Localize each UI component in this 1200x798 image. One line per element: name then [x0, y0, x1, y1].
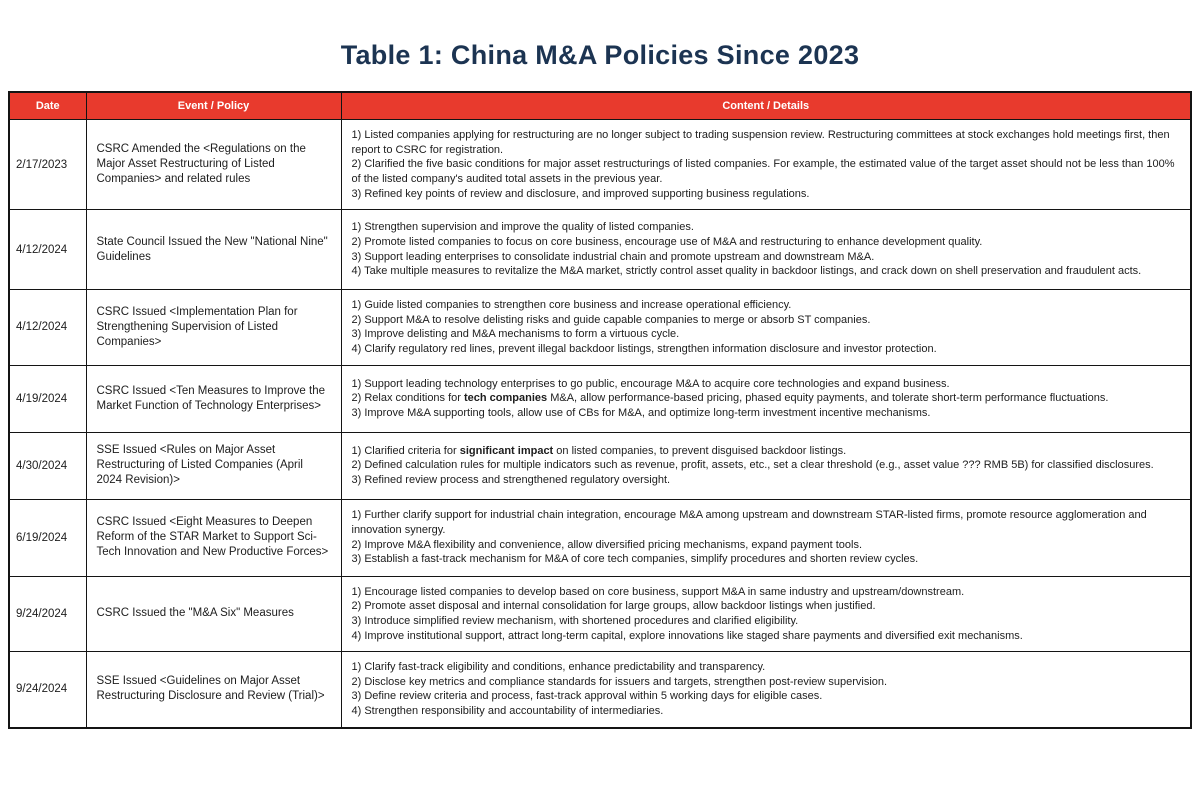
header-event-policy: Event / Policy — [86, 92, 341, 120]
event-policy-cell: CSRC Issued <Ten Measures to Improve the Market Function of Technology Enterprises> — [86, 365, 341, 432]
content-details-cell — [341, 210, 1191, 290]
content-details-cell — [341, 432, 1191, 499]
date-cell: 4/19/2024 — [9, 365, 86, 432]
content-line: 4) Strengthen responsibility and accountability of intermediaries. — [351, 705, 664, 717]
table-row — [9, 365, 1191, 432]
event-policy-cell: CSRC Issued <Eight Measures to Deepen Reform of the STAR Market to Support Sci-Tech Innovation and New Productive Forces> — [86, 499, 341, 576]
table-body — [9, 120, 1191, 728]
date-cell: 4/12/2024 — [9, 290, 86, 366]
content-line: 2) Improve M&A flexibility and convenience, allow diversified pricing mechanisms, expand payment tools. — [351, 538, 863, 551]
content-line: 2) Defined calculation rules for multiple indicators such as revenue, profit, assets, etc., set a clear threshold (e.g., asset value ??? RMB 5B) for classified disclosures. — [351, 459, 1154, 472]
event-policy-cell: CSRC Issued the "M&A Six" Measures — [86, 576, 341, 652]
policy-table — [8, 91, 1192, 729]
date-cell: 9/24/2024 — [9, 652, 86, 728]
table-row — [9, 210, 1191, 290]
content-line: 3) Establish a fast-track mechanism for M&A of core tech companies, simplify procedures and shorten review cycles. — [351, 553, 919, 566]
content-line: 2) Support M&A to resolve delisting risks and guide capable companies to merge or absorb ST companies. — [351, 313, 871, 326]
content-line: 2) Promote listed companies to focus on core business, encourage use of M&A and restructuring to enhance development quality. — [351, 236, 983, 248]
table-row — [9, 499, 1191, 576]
date-cell: 4/12/2024 — [9, 210, 86, 290]
content-line: 4) Clarify regulatory red lines, prevent illegal backdoor listings, strengthen information disclosure and investor protection. — [351, 343, 937, 355]
event-policy-cell: CSRC Issued <Implementation Plan for Strengthening Supervision of Listed Companies> — [86, 290, 341, 366]
content-line: 2) Relax conditions for tech companies M&A, allow performance-based pricing, phased equity payments, and tolerate short-term performance fluctuations. — [351, 392, 1109, 405]
date-cell: 6/19/2024 — [9, 499, 86, 576]
content-details-cell — [341, 365, 1191, 432]
content-details-cell — [341, 120, 1191, 210]
date-cell: 2/17/2023 — [9, 120, 86, 210]
table-row — [9, 290, 1191, 366]
header-date: Date — [9, 92, 86, 120]
content-line: 3) Improve M&A supporting tools, allow use of CBs for M&A, and optimize long-term investment incentive mechanisms. — [351, 406, 931, 419]
date-cell: 9/24/2024 — [9, 576, 86, 652]
content-line: 2) Disclose key metrics and compliance standards for issuers and targets, strengthen post-review supervision. — [351, 675, 888, 688]
content-details-cell — [341, 652, 1191, 728]
content-line: 3) Introduce simplified review mechanism, with shortened procedures and clarified eligibility. — [351, 614, 799, 627]
content-line: 3) Refined review process and strengthened regulatory oversight. — [351, 473, 671, 486]
content-details-cell — [341, 499, 1191, 576]
content-line: 4) Take multiple measures to revitalize the M&A market, strictly control asset quality in backdoor listings, and crack down on shell preservation and fraudulent acts. — [351, 265, 1142, 278]
content-line: 1) Support leading technology enterprises to go public, encourage M&A to acquire core technologies and expand business. — [351, 377, 950, 390]
content-line: 3) Improve delisting and M&A mechanisms to form a virtuous cycle. — [351, 328, 680, 341]
content-line: 1) Clarify fast-track eligibility and conditions, enhance predictability and transparency. — [351, 661, 766, 674]
content-line: 1) Further clarify support for industrial chain integration, encourage M&A among upstream and downstream STAR-listed firms, promote resource agglomeration and innovation synergy. — [351, 509, 1147, 536]
content-details-cell — [341, 290, 1191, 366]
table-row — [9, 120, 1191, 210]
table-row — [9, 576, 1191, 652]
event-policy-cell: SSE Issued <Guidelines on Major Asset Restructuring Disclosure and Review (Trial)> — [86, 652, 341, 728]
event-policy-cell: State Council Issued the New "National Nine" Guidelines — [86, 210, 341, 290]
content-line: 3) Support leading enterprises to consolidate industrial chain and promote upstream and downstream M&A. — [351, 250, 875, 263]
content-line: 1) Listed companies applying for restructuring are no longer subject to trading suspension review. Restructuring committees at stock exchanges hold meetings first, then report to CSRC for registration. — [351, 129, 1170, 156]
content-line: 2) Clarified the five basic conditions for major asset restructurings of listed companies. For example, the estimated value of the target asset should not be less than 100% of the listed company's audited total assets in the previous year. — [351, 158, 1175, 185]
content-line: 2) Promote asset disposal and internal consolidation for large groups, allow backdoor listings when justified. — [351, 600, 876, 613]
event-policy-cell: SSE Issued <Rules on Major Asset Restructuring of Listed Companies (April 2024 Revision)> — [86, 432, 341, 499]
date-cell: 4/30/2024 — [9, 432, 86, 499]
content-line: 1) Clarified criteria for significant impact on listed companies, to prevent disguised backdoor listings. — [351, 444, 847, 457]
table-row — [9, 432, 1191, 499]
table-row — [9, 652, 1191, 728]
content-line: 4) Improve institutional support, attract long-term capital, explore innovations like staged share payments and diversified exit mechanisms. — [351, 629, 1023, 642]
content-details-cell — [341, 576, 1191, 652]
header-content-details: Content / Details — [341, 92, 1191, 120]
event-policy-cell: CSRC Amended the <Regulations on the Major Asset Restructuring of Listed Companies> and related rules — [86, 120, 341, 210]
content-line: 1) Strengthen supervision and improve the quality of listed companies. — [351, 221, 694, 234]
content-line: 3) Define review criteria and process, fast-track approval within 5 working days for eligible cases. — [351, 690, 823, 703]
content-line: 3) Refined key points of review and disclosure, and improved supporting business regulations. — [351, 187, 810, 200]
page-title: Table 1: China M&A Policies Since 2023 — [340, 40, 860, 70]
table-header — [9, 92, 1191, 120]
content-line: 1) Encourage listed companies to develop based on core business, support M&A in same industry and upstream/downstream. — [351, 585, 965, 598]
content-line: 1) Guide listed companies to strengthen core business and increase operational efficiency. — [351, 299, 792, 312]
